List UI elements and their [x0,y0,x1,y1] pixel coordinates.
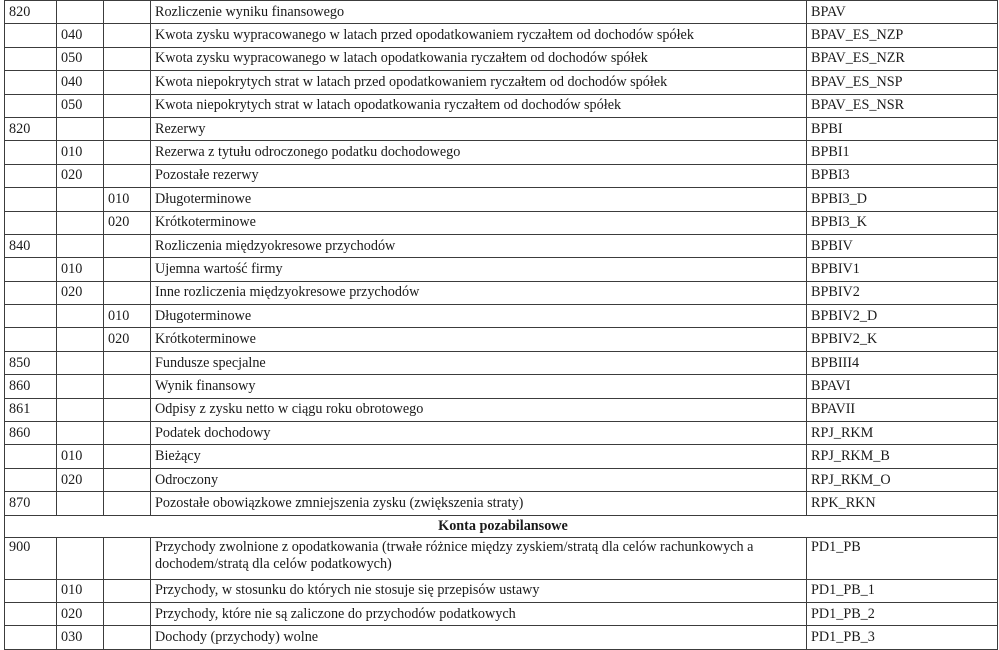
account-number-cell: 820 [5,1,57,24]
account-description-cell: Rezerwa z tytułu odroczonego podatku dochodowego [151,141,807,164]
subaccount-number-cell: 020 [57,164,104,187]
table-row [5,375,998,398]
subaccount-number-cell: 050 [57,47,104,70]
account-description-cell: Rozliczenie wyniku finansowego [151,1,807,24]
table-row [5,281,998,304]
account-number-cell [5,258,57,281]
table-row [5,445,998,468]
subaccount-number-cell [57,375,104,398]
sub-subaccount-number-cell [104,24,151,47]
subaccount-number-cell: 030 [57,626,104,649]
account-code-cell: BPBI3 [807,164,998,187]
sub-subaccount-number-cell [104,258,151,281]
table-row [5,188,998,211]
sub-subaccount-number-cell [104,492,151,515]
account-number-cell [5,24,57,47]
account-code-cell: BPBI3_K [807,211,998,234]
account-code-cell: BPBI [807,117,998,140]
account-description-cell: Kwota niepokrytych strat w latach opodatkowania ryczałtem od dochodów spółek [151,94,807,117]
sub-subaccount-number-cell [104,141,151,164]
table-row [5,117,998,140]
account-number-cell: 840 [5,234,57,257]
sub-subaccount-number-cell [104,47,151,70]
account-number-cell: 820 [5,117,57,140]
account-description-cell: Odroczony [151,468,807,491]
account-code-cell: PD1_PB_2 [807,602,998,625]
accounts-table-body [5,1,998,650]
account-number-cell: 860 [5,375,57,398]
account-description-cell: Kwota niepokrytych strat w latach przed opodatkowaniem ryczałtem od dochodów spółek [151,71,807,94]
subaccount-number-cell: 020 [57,602,104,625]
table-row [5,1,998,24]
account-code-cell: BPAV_ES_NZP [807,24,998,47]
account-number-cell: 861 [5,398,57,421]
account-description-cell: Rezerwy [151,117,807,140]
table-row [5,328,998,351]
table-row [5,305,998,328]
account-code-cell: BPAV_ES_NSR [807,94,998,117]
account-code-cell: BPBIV2_K [807,328,998,351]
account-description-cell: Fundusze specjalne [151,351,807,374]
table-row [5,579,998,602]
account-code-cell: PD1_PB_1 [807,579,998,602]
document-page [4,0,998,650]
account-number-cell [5,164,57,187]
account-code-cell: BPBIII4 [807,351,998,374]
sub-subaccount-number-cell: 020 [104,211,151,234]
account-description-cell: Długoterminowe [151,305,807,328]
account-description-cell: Kwota zysku wypracowanego w latach opodatkowania ryczałtem od dochodów spółek [151,47,807,70]
sub-subaccount-number-cell: 010 [104,188,151,211]
account-code-cell: BPBI1 [807,141,998,164]
account-description-cell: Krótkoterminowe [151,211,807,234]
subaccount-number-cell: 010 [57,579,104,602]
account-description-cell: Pozostałe rezerwy [151,164,807,187]
account-code-cell: BPAV_ES_NSP [807,71,998,94]
sub-subaccount-number-cell [104,281,151,304]
table-row [5,141,998,164]
sub-subaccount-number-cell: 020 [104,328,151,351]
account-number-cell [5,281,57,304]
table-row [5,164,998,187]
subaccount-number-cell [57,398,104,421]
sub-subaccount-number-cell [104,398,151,421]
table-row [5,398,998,421]
sub-subaccount-number-cell [104,422,151,445]
subaccount-number-cell: 040 [57,71,104,94]
account-code-cell: BPBIV2_D [807,305,998,328]
account-code-cell: BPBIV [807,234,998,257]
account-description-cell: Przychody zwolnione z opodatkowania (trwałe różnice między zyskiem/stratą dla celów rachunkowych a dochodem/stratą dla celów podatkowych) [151,537,807,579]
account-description-cell: Ujemna wartość firmy [151,258,807,281]
sub-subaccount-number-cell [104,1,151,24]
sub-subaccount-number-cell [104,94,151,117]
account-number-cell [5,445,57,468]
account-description-cell: Wynik finansowy [151,375,807,398]
sub-subaccount-number-cell [104,234,151,257]
account-number-cell [5,626,57,649]
subaccount-number-cell [57,188,104,211]
table-row [5,626,998,649]
subaccount-number-cell [57,351,104,374]
account-number-cell [5,328,57,351]
account-code-cell: BPAV [807,1,998,24]
table-row [5,234,998,257]
subaccount-number-cell [57,537,104,579]
account-description-cell: Długoterminowe [151,188,807,211]
table-row [5,47,998,70]
subaccount-number-cell [57,1,104,24]
sub-subaccount-number-cell [104,626,151,649]
account-description-cell: Podatek dochodowy [151,422,807,445]
account-description-cell: Rozliczenia międzyokresowe przychodów [151,234,807,257]
account-number-cell: 850 [5,351,57,374]
accounts-table [4,0,998,650]
table-row [5,351,998,374]
sub-subaccount-number-cell: 010 [104,305,151,328]
account-number-cell: 860 [5,422,57,445]
account-number-cell: 870 [5,492,57,515]
account-description-cell: Dochody (przychody) wolne [151,626,807,649]
sub-subaccount-number-cell [104,579,151,602]
subaccount-number-cell: 020 [57,468,104,491]
account-description-cell: Przychody, w stosunku do których nie stosuje się przepisów ustawy [151,579,807,602]
subaccount-number-cell [57,234,104,257]
subaccount-number-cell [57,305,104,328]
account-code-cell: RPK_RKN [807,492,998,515]
subaccount-number-cell: 010 [57,445,104,468]
account-number-cell: 900 [5,537,57,579]
sub-subaccount-number-cell [104,71,151,94]
section-header-row [5,515,998,537]
table-row [5,422,998,445]
account-code-cell: PD1_PB_3 [807,626,998,649]
account-number-cell [5,94,57,117]
table-row [5,24,998,47]
account-code-cell: RPJ_RKM_O [807,468,998,491]
sub-subaccount-number-cell [104,445,151,468]
account-code-cell: BPAV_ES_NZR [807,47,998,70]
table-row [5,71,998,94]
account-number-cell [5,188,57,211]
account-code-cell: BPAVI [807,375,998,398]
account-description-cell: Odpisy z zysku netto w ciągu roku obrotowego [151,398,807,421]
sub-subaccount-number-cell [104,164,151,187]
account-number-cell [5,47,57,70]
account-description-cell: Inne rozliczenia międzyokresowe przychodów [151,281,807,304]
sub-subaccount-number-cell [104,375,151,398]
sub-subaccount-number-cell [104,117,151,140]
section-title: Konta pozabilansowe [5,515,998,537]
account-code-cell: RPJ_RKM_B [807,445,998,468]
table-row [5,602,998,625]
sub-subaccount-number-cell [104,468,151,491]
account-code-cell: RPJ_RKM [807,422,998,445]
account-description-cell: Pozostałe obowiązkowe zmniejszenia zysku (zwiększenia straty) [151,492,807,515]
subaccount-number-cell [57,422,104,445]
account-code-cell: BPBI3_D [807,188,998,211]
account-description-cell: Kwota zysku wypracowanego w latach przed opodatkowaniem ryczałtem od dochodów spółek [151,24,807,47]
subaccount-number-cell: 010 [57,141,104,164]
sub-subaccount-number-cell [104,351,151,374]
account-code-cell: BPBIV1 [807,258,998,281]
table-row [5,94,998,117]
account-code-cell: PD1_PB [807,537,998,579]
table-row [5,492,998,515]
account-number-cell [5,141,57,164]
account-description-cell: Krótkoterminowe [151,328,807,351]
table-row [5,258,998,281]
account-number-cell [5,71,57,94]
sub-subaccount-number-cell [104,602,151,625]
table-row [5,211,998,234]
subaccount-number-cell: 020 [57,281,104,304]
account-code-cell: BPBIV2 [807,281,998,304]
table-row [5,468,998,491]
account-number-cell [5,579,57,602]
sub-subaccount-number-cell [104,537,151,579]
account-number-cell [5,468,57,491]
table-row [5,537,998,579]
subaccount-number-cell [57,211,104,234]
account-number-cell [5,602,57,625]
account-description-cell: Przychody, które nie są zaliczone do przychodów podatkowych [151,602,807,625]
subaccount-number-cell [57,492,104,515]
account-code-cell: BPAVII [807,398,998,421]
subaccount-number-cell: 010 [57,258,104,281]
subaccount-number-cell: 050 [57,94,104,117]
subaccount-number-cell [57,117,104,140]
account-number-cell [5,305,57,328]
account-description-cell: Bieżący [151,445,807,468]
account-number-cell [5,211,57,234]
subaccount-number-cell [57,328,104,351]
subaccount-number-cell: 040 [57,24,104,47]
